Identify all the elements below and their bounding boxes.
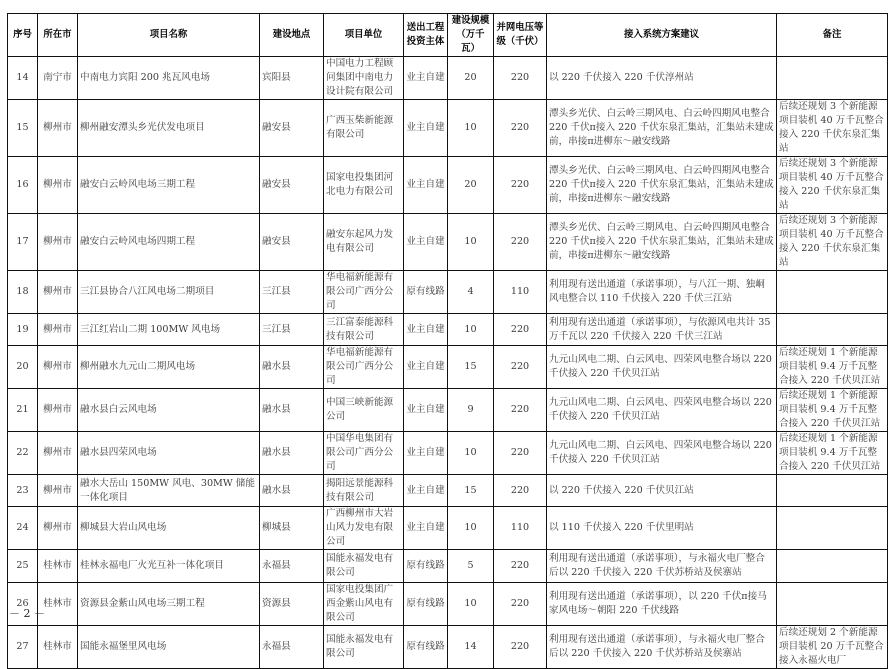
cell-location: 永福县 bbox=[260, 626, 324, 669]
table-row bbox=[8, 100, 888, 157]
table-row bbox=[8, 346, 888, 389]
cell-voltage: 220 bbox=[494, 583, 547, 626]
cell-access-plan: 以 220 千伏接入 220 千伏贝江站 bbox=[547, 475, 777, 507]
cell-capacity: 14 bbox=[448, 626, 494, 669]
cell-location: 三江县 bbox=[260, 314, 324, 346]
cell-index: 27 bbox=[8, 626, 38, 669]
cell-city: 柳州市 bbox=[38, 507, 78, 550]
cell-investor: 业主自建 bbox=[404, 314, 448, 346]
table-row bbox=[8, 475, 888, 507]
cell-access-plan: 九元山风电二期、白云风电、四荣风电整合场以 220 千伏接入 220 千伏贝江站 bbox=[547, 389, 777, 432]
cell-voltage: 220 bbox=[494, 214, 547, 271]
cell-investor: 业主自建 bbox=[404, 507, 448, 550]
cell-index: 17 bbox=[8, 214, 38, 271]
cell-project-name: 融水大岳山 150MW 风电、30MW 储能一体化项目 bbox=[78, 475, 260, 507]
cell-investor: 业主自建 bbox=[404, 100, 448, 157]
cell-voltage: 110 bbox=[494, 507, 547, 550]
cell-company: 国家电投集团河北电力有限公司 bbox=[324, 157, 404, 214]
cell-index: 26 bbox=[8, 583, 38, 626]
cell-city: 柳州市 bbox=[38, 475, 78, 507]
cell-remarks bbox=[777, 475, 888, 507]
cell-remarks: 后续还规划 3 个新能源项目装机 40 万千瓦整合接入 220 千伏东泉汇集站 bbox=[777, 214, 888, 271]
cell-location: 资源县 bbox=[260, 583, 324, 626]
cell-location: 融水县 bbox=[260, 389, 324, 432]
cell-investor: 原有线路 bbox=[404, 626, 448, 669]
table-row bbox=[8, 432, 888, 475]
cell-remarks bbox=[777, 271, 888, 314]
cell-project-name: 中南电力宾阳 200 兆瓦风电场 bbox=[78, 57, 260, 100]
header-col-project-name: 项目名称 bbox=[78, 14, 260, 57]
cell-location: 融水县 bbox=[260, 346, 324, 389]
table-row bbox=[8, 157, 888, 214]
cell-voltage: 110 bbox=[494, 271, 547, 314]
cell-voltage: 220 bbox=[494, 57, 547, 100]
cell-project-name: 资源县金紫山风电场三期工程 bbox=[78, 583, 260, 626]
cell-voltage: 220 bbox=[494, 314, 547, 346]
cell-project-name: 三江县协合八江风电场二期项目 bbox=[78, 271, 260, 314]
cell-voltage: 220 bbox=[494, 100, 547, 157]
cell-remarks bbox=[777, 314, 888, 346]
cell-city: 柳州市 bbox=[38, 432, 78, 475]
cell-company: 国能永福发电有限公司 bbox=[324, 626, 404, 669]
cell-investor: 原有线路 bbox=[404, 271, 448, 314]
header-col-city: 所在市 bbox=[38, 14, 78, 57]
cell-remarks: 后续还规划 1 个新能源项目装机 9.4 万千瓦整合接入 220 千伏贝江站 bbox=[777, 432, 888, 475]
cell-city: 柳州市 bbox=[38, 157, 78, 214]
cell-access-plan: 潭头乡光伏、白云岭三期风电、白云岭四期风电整合 220 千伏π接入 220 千伏东泉汇集站，汇集站未建成前，串接π进柳东～融安线路 bbox=[547, 100, 777, 157]
table-row bbox=[8, 626, 888, 669]
header-col-company: 项目单位 bbox=[324, 14, 404, 57]
cell-investor: 业主自建 bbox=[404, 432, 448, 475]
cell-remarks: 后续还规划 3 个新能源项目装机 40 万千瓦整合接入 220 千伏东泉汇集站 bbox=[777, 157, 888, 214]
cell-city: 柳州市 bbox=[38, 271, 78, 314]
table-row bbox=[8, 314, 888, 346]
cell-company: 广西柳州市大岩山风力发电有限公司 bbox=[324, 507, 404, 550]
table-row bbox=[8, 57, 888, 100]
cell-project-name: 柳州融水九元山二期风电场 bbox=[78, 346, 260, 389]
page-number: － 2 － bbox=[9, 607, 45, 620]
cell-voltage: 220 bbox=[494, 157, 547, 214]
cell-city: 柳州市 bbox=[38, 389, 78, 432]
cell-access-plan: 以 220 千伏接入 220 千伏淳州站 bbox=[547, 57, 777, 100]
cell-location: 三江县 bbox=[260, 271, 324, 314]
cell-capacity: 9 bbox=[448, 389, 494, 432]
cell-company: 中国电力工程顾问集团中南电力设计院有限公司 bbox=[324, 57, 404, 100]
cell-remarks: 后续还规划 2 个新能源项目装机 20 万千瓦整合接入永福火电厂 bbox=[777, 626, 888, 669]
cell-remarks: 后续还规划 1 个新能源项目装机 9.4 万千瓦整合接入 220 千伏贝江站 bbox=[777, 389, 888, 432]
cell-capacity: 10 bbox=[448, 100, 494, 157]
cell-capacity: 20 bbox=[448, 157, 494, 214]
table-row bbox=[8, 389, 888, 432]
cell-investor: 业主自建 bbox=[404, 157, 448, 214]
cell-company: 中国三峡新能源公司 bbox=[324, 389, 404, 432]
cell-city: 桂林市 bbox=[38, 626, 78, 669]
cell-index: 19 bbox=[8, 314, 38, 346]
cell-capacity: 10 bbox=[448, 507, 494, 550]
header-col-remarks: 备注 bbox=[777, 14, 888, 57]
cell-access-plan: 利用现有送出通道（承诺事项），与永福火电厂整合后以 220 千伏接入 220 千伏苏桥站及侯寨站 bbox=[547, 550, 777, 583]
cell-investor: 业主自建 bbox=[404, 214, 448, 271]
header-col-investor: 送出工程投资主体 bbox=[404, 14, 448, 57]
cell-index: 15 bbox=[8, 100, 38, 157]
cell-access-plan: 九元山风电二期、白云风电、四荣风电整合场以 220 千伏接入 220 千伏贝江站 bbox=[547, 346, 777, 389]
cell-access-plan: 潭头乡光伏、白云岭三期风电、白云岭四期风电整合 220 千伏π接入 220 千伏东泉汇集站，汇集站未建成前，串接π进柳东～融安线路 bbox=[547, 157, 777, 214]
cell-location: 融水县 bbox=[260, 475, 324, 507]
cell-remarks bbox=[777, 583, 888, 626]
cell-capacity: 10 bbox=[448, 214, 494, 271]
cell-access-plan: 利用现有送出通道（承诺事项），以 220 千伏π接马家风电场～朝阳 220 千伏线路 bbox=[547, 583, 777, 626]
cell-index: 14 bbox=[8, 57, 38, 100]
cell-capacity: 10 bbox=[448, 314, 494, 346]
cell-project-name: 融水县四荣风电场 bbox=[78, 432, 260, 475]
cell-city: 柳州市 bbox=[38, 214, 78, 271]
cell-city: 柳州市 bbox=[38, 100, 78, 157]
project-table bbox=[7, 13, 888, 669]
cell-company: 华电福新能源有限公司广西分公司 bbox=[324, 271, 404, 314]
table-row bbox=[8, 214, 888, 271]
cell-city: 柳州市 bbox=[38, 314, 78, 346]
cell-project-name: 融安白云岭风电场三期工程 bbox=[78, 157, 260, 214]
cell-investor: 业主自建 bbox=[404, 475, 448, 507]
cell-index: 22 bbox=[8, 432, 38, 475]
cell-capacity: 10 bbox=[448, 583, 494, 626]
cell-index: 24 bbox=[8, 507, 38, 550]
cell-company: 华电福新能源有限公司广西分公司 bbox=[324, 346, 404, 389]
cell-voltage: 220 bbox=[494, 626, 547, 669]
cell-remarks bbox=[777, 57, 888, 100]
cell-city: 柳州市 bbox=[38, 346, 78, 389]
table-row bbox=[8, 507, 888, 550]
cell-index: 18 bbox=[8, 271, 38, 314]
cell-remarks: 后续还规划 1 个新能源项目装机 9.4 万千瓦整合接入 220 千伏贝江站 bbox=[777, 346, 888, 389]
cell-index: 23 bbox=[8, 475, 38, 507]
cell-city: 桂林市 bbox=[38, 583, 78, 626]
cell-city: 桂林市 bbox=[38, 550, 78, 583]
cell-capacity: 15 bbox=[448, 346, 494, 389]
cell-investor: 业主自建 bbox=[404, 389, 448, 432]
cell-voltage: 220 bbox=[494, 550, 547, 583]
cell-index: 20 bbox=[8, 346, 38, 389]
header-col-capacity: 建设规模（万千瓦） bbox=[448, 14, 494, 57]
cell-company: 中国华电集团有限公司广西分公司 bbox=[324, 432, 404, 475]
cell-investor: 原有线路 bbox=[404, 583, 448, 626]
table-row bbox=[8, 271, 888, 314]
cell-voltage: 220 bbox=[494, 346, 547, 389]
cell-investor: 原有线路 bbox=[404, 550, 448, 583]
table-row bbox=[8, 550, 888, 583]
cell-access-plan: 利用现有送出通道（承诺事项），与永福火电厂整合后以 220 千伏接入 220 千伏苏桥站及侯寨站 bbox=[547, 626, 777, 669]
cell-location: 柳城县 bbox=[260, 507, 324, 550]
table-row bbox=[8, 583, 888, 626]
cell-project-name: 柳城县大岩山风电场 bbox=[78, 507, 260, 550]
cell-project-name: 融安白云岭风电场四期工程 bbox=[78, 214, 260, 271]
cell-company: 揭阳远景能源科技有限公司 bbox=[324, 475, 404, 507]
cell-access-plan: 利用现有送出通道（承诺事项），与八江一期、独峒风电整合以 110 千伏接入 220 千伏三江站 bbox=[547, 271, 777, 314]
cell-company: 国能永福发电有限公司 bbox=[324, 550, 404, 583]
cell-capacity: 5 bbox=[448, 550, 494, 583]
cell-remarks: 后续还规划 3 个新能源项目装机 40 万千瓦整合接入 220 千伏东泉汇集站 bbox=[777, 100, 888, 157]
cell-location: 融安县 bbox=[260, 214, 324, 271]
cell-location: 融安县 bbox=[260, 100, 324, 157]
cell-access-plan: 以 110 千伏接入 220 千伏里明站 bbox=[547, 507, 777, 550]
cell-access-plan: 九元山风电二期、白云风电、四荣风电整合场以 220 千伏接入 220 千伏贝江站 bbox=[547, 432, 777, 475]
header-col-voltage: 并网电压等级（千伏） bbox=[494, 14, 547, 57]
cell-capacity: 20 bbox=[448, 57, 494, 100]
cell-index: 16 bbox=[8, 157, 38, 214]
cell-location: 融水县 bbox=[260, 432, 324, 475]
cell-project-name: 国能永福堡里风电场 bbox=[78, 626, 260, 669]
table-header-row bbox=[8, 14, 888, 57]
header-col-access-plan: 接入系统方案建议 bbox=[547, 14, 777, 57]
cell-capacity: 4 bbox=[448, 271, 494, 314]
cell-index: 21 bbox=[8, 389, 38, 432]
cell-city: 南宁市 bbox=[38, 57, 78, 100]
cell-remarks bbox=[777, 507, 888, 550]
cell-capacity: 15 bbox=[448, 475, 494, 507]
cell-location: 永福县 bbox=[260, 550, 324, 583]
cell-index: 25 bbox=[8, 550, 38, 583]
cell-project-name: 柳州融安潭头乡光伏发电项目 bbox=[78, 100, 260, 157]
cell-project-name: 三江红岩山二期 100MW 风电场 bbox=[78, 314, 260, 346]
cell-investor: 业主自建 bbox=[404, 57, 448, 100]
cell-voltage: 220 bbox=[494, 432, 547, 475]
cell-remarks bbox=[777, 550, 888, 583]
cell-capacity: 10 bbox=[448, 432, 494, 475]
header-col-index: 序号 bbox=[8, 14, 38, 57]
cell-access-plan: 潭头乡光伏、白云岭三期风电、白云岭四期风电整合 220 千伏π接入 220 千伏东泉汇集站，汇集站未建成前，串接π进柳东～融安线路 bbox=[547, 214, 777, 271]
cell-investor: 业主自建 bbox=[404, 346, 448, 389]
cell-company: 国家电投集团广西金紫山风电有限公司 bbox=[324, 583, 404, 626]
cell-project-name: 融水县白云风电场 bbox=[78, 389, 260, 432]
cell-company: 三江富泰能源科技有限公司 bbox=[324, 314, 404, 346]
cell-access-plan: 利用现有送出通道（承诺事项），与依源风电共计 35 万千瓦以 220 千伏接入 220 千伏三江站 bbox=[547, 314, 777, 346]
cell-company: 融安东起风力发电有限公司 bbox=[324, 214, 404, 271]
cell-voltage: 220 bbox=[494, 389, 547, 432]
cell-project-name: 桂林永福电厂火光互补一体化项目 bbox=[78, 550, 260, 583]
cell-voltage: 220 bbox=[494, 475, 547, 507]
cell-location: 宾阳县 bbox=[260, 57, 324, 100]
cell-company: 广西玉柴新能源有限公司 bbox=[324, 100, 404, 157]
cell-location: 融安县 bbox=[260, 157, 324, 214]
header-col-location: 建设地点 bbox=[260, 14, 324, 57]
